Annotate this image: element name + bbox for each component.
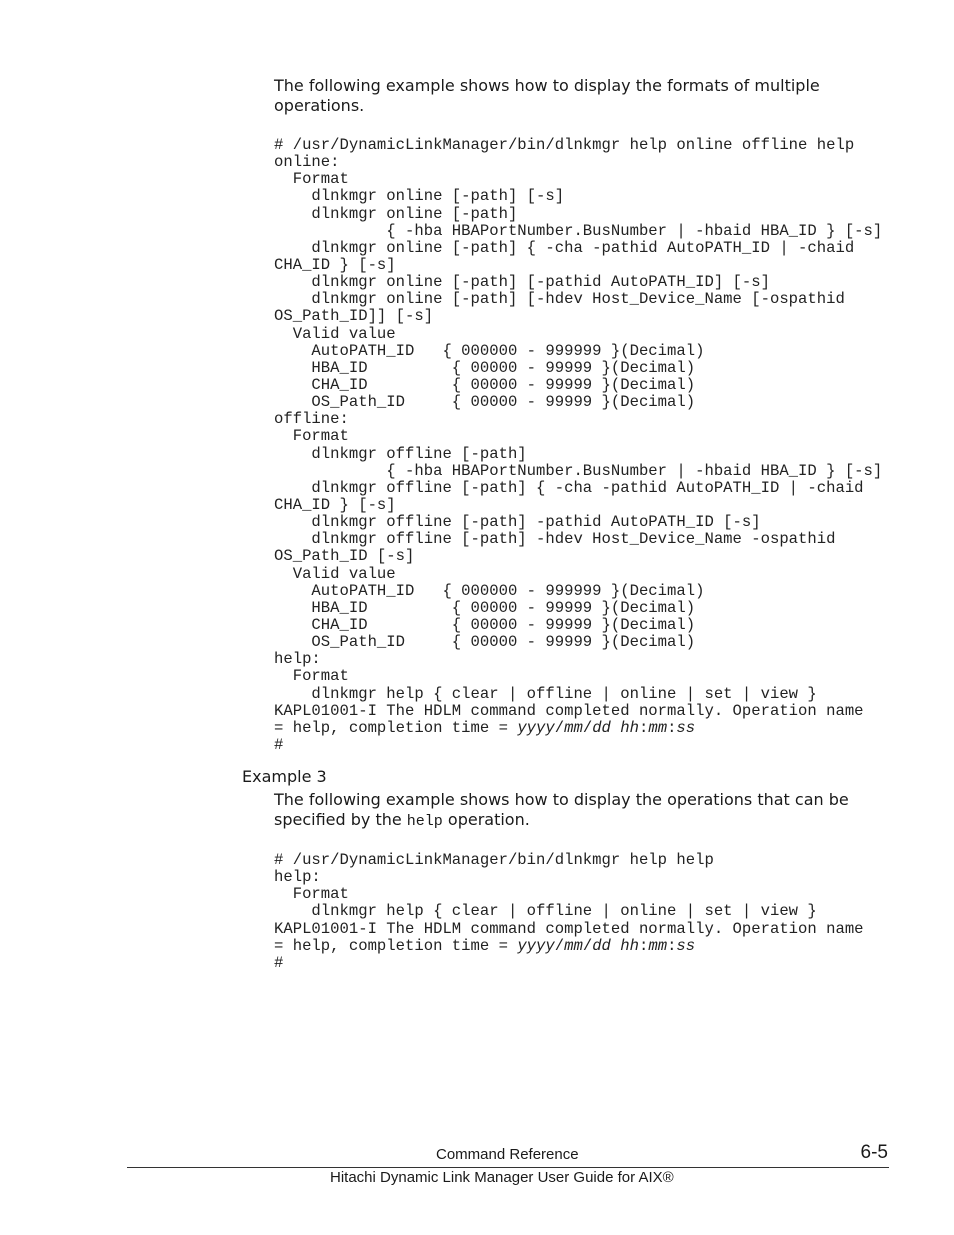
code-line [274, 308, 882, 325]
code-line [274, 852, 864, 869]
code-line [274, 737, 882, 754]
code-placeholder: ss [676, 936, 696, 955]
code-line [274, 720, 882, 737]
code-placeholder: ss [676, 718, 696, 737]
code-line [274, 223, 882, 240]
code-line [274, 428, 882, 445]
code-placeholder: mm [564, 718, 583, 737]
code-text: CHA_ID } [-s] [274, 495, 396, 514]
code-text: KAPL01001-I The HDLM command completed normally. Operation name [274, 919, 864, 938]
code-text: KAPL01001-I The HDLM command completed normally. Operation name [274, 701, 864, 720]
code-line [274, 497, 882, 514]
code-text: # [274, 735, 284, 754]
code-text [611, 719, 620, 737]
example-3-text-after: operation. [442, 809, 530, 829]
code-line [274, 360, 882, 377]
code-text: dlnkmgr online [-path] [-s] [274, 187, 565, 206]
code-text: dlnkmgr offline [-path] -pathid AutoPATH_ID [-s] [274, 513, 761, 532]
code-line [274, 137, 882, 154]
code-line [274, 600, 882, 617]
inline-code-help: help [406, 812, 443, 830]
code-text: / [582, 936, 593, 955]
code-line [274, 463, 882, 480]
example-3-text-before: The following example shows how to display the operations that can be specified by the [274, 790, 849, 829]
footer-divider [127, 1167, 889, 1168]
footer-section-title: Command Reference [436, 1146, 579, 1163]
code-text: Format [274, 427, 349, 446]
code-text: OS_Path_ID]] [-s] [274, 307, 434, 326]
code-line [274, 651, 882, 668]
code-line [274, 326, 882, 343]
code-text: offline: [274, 410, 349, 429]
code-line [274, 668, 882, 685]
code-text: help: [274, 868, 321, 887]
code-line [274, 377, 882, 394]
code-text: dlnkmgr offline [-path] -hdev Host_Device_Name -ospathid [274, 530, 836, 549]
code-line [274, 921, 864, 938]
code-text: dlnkmgr offline [-path] [274, 444, 527, 463]
code-text: dlnkmgr online [-path] [274, 204, 518, 223]
code-text: # /usr/DynamicLinkManager/bin/dlnkmgr help help [274, 851, 714, 869]
code-text: CHA_ID { 00000 - 99999 }(Decimal) [274, 375, 696, 394]
code-text: online: [274, 153, 340, 172]
code-line [274, 955, 864, 972]
code-line [274, 446, 882, 463]
code-line [274, 514, 882, 531]
code-line [274, 903, 864, 920]
code-text: # [274, 953, 284, 972]
code-text: OS_Path_ID { 00000 - 99999 }(Decimal) [274, 393, 696, 412]
code-text: : [667, 718, 677, 737]
code-line [274, 257, 882, 274]
code-text: dlnkmgr help { clear | offline | online | set | view } [274, 684, 817, 703]
code-placeholder: hh [620, 718, 639, 737]
code-placeholder: dd [592, 718, 611, 737]
code-block-help-operation [274, 852, 864, 972]
code-text: / [554, 936, 565, 955]
code-text: dlnkmgr online [-path] [-pathid AutoPATH_ID] [-s] [274, 273, 770, 292]
code-text: OS_Path_ID [-s] [274, 547, 415, 566]
code-text: Format [274, 885, 349, 904]
code-placeholder: yyyy [517, 718, 555, 737]
code-line [274, 634, 882, 651]
code-text: Format [274, 170, 349, 189]
code-placeholder: mm [648, 936, 668, 955]
code-line [274, 154, 882, 171]
code-text: : [667, 936, 677, 955]
code-placeholder: yyyy [517, 936, 555, 955]
code-text: dlnkmgr online [-path] [-hdev Host_Device_Name [-ospathid [274, 290, 845, 309]
code-placeholder: mm [564, 936, 583, 955]
code-block-multiple-operations [274, 137, 882, 754]
code-line [274, 886, 864, 903]
code-line [274, 171, 882, 188]
code-line [274, 583, 882, 600]
example-3-heading: Example 3 [242, 767, 327, 786]
intro-paragraph: The following example shows how to display the formats of multiple operations. [274, 76, 820, 115]
code-text: AutoPATH_ID { 000000 - 999999 }(Decimal) [274, 581, 705, 600]
code-text: / [582, 718, 593, 737]
code-text: CHA_ID { 00000 - 99999 }(Decimal) [274, 615, 696, 634]
code-text: dlnkmgr online [-path] { -cha -pathid AutoPATH_ID | -chaid [274, 238, 855, 257]
code-line [274, 343, 882, 360]
code-text: HBA_ID { 00000 - 99999 }(Decimal) [274, 358, 696, 377]
code-line [274, 617, 882, 634]
code-line [274, 531, 882, 548]
code-line [274, 548, 882, 565]
page-number: 6-5 [860, 1142, 888, 1163]
code-line [274, 869, 864, 886]
code-placeholder: hh [620, 936, 639, 955]
example-3-paragraph [274, 790, 894, 831]
code-line [274, 240, 882, 257]
code-line [274, 206, 882, 223]
code-text: dlnkmgr offline [-path] { -cha -pathid AutoPATH_ID | -chaid [274, 478, 864, 497]
code-line [274, 703, 882, 720]
code-text: AutoPATH_ID { 000000 - 999999 }(Decimal) [274, 341, 705, 360]
code-text: = help, completion time = [274, 936, 518, 955]
code-line [274, 686, 882, 703]
code-line [274, 188, 882, 205]
footer-guide-title: Hitachi Dynamic Link Manager User Guide for AIX® [330, 1169, 674, 1186]
code-text: Format [274, 667, 349, 686]
code-line [274, 938, 864, 955]
code-text: Valid value [274, 324, 396, 343]
code-line [274, 411, 882, 428]
code-line [274, 291, 882, 308]
code-text: : [638, 936, 649, 955]
code-text: = help, completion time = [274, 718, 518, 737]
code-text: OS_Path_ID { 00000 - 99999 }(Decimal) [274, 633, 696, 652]
code-text: / [554, 718, 565, 737]
code-line [274, 480, 882, 497]
code-text: Valid value [274, 564, 396, 583]
code-text [611, 937, 620, 955]
code-text: : [638, 718, 649, 737]
code-line [274, 274, 882, 291]
code-text: help: [274, 650, 321, 669]
code-text: { -hba HBAPortNumber.BusNumber | -hbaid HBA_ID } [-s] [274, 221, 883, 240]
code-text: { -hba HBAPortNumber.BusNumber | -hbaid HBA_ID } [-s] [274, 461, 883, 480]
code-text: dlnkmgr help { clear | offline | online | set | view } [274, 902, 817, 921]
code-text: # /usr/DynamicLinkManager/bin/dlnkmgr help online offline help [274, 136, 855, 154]
code-placeholder: mm [648, 718, 668, 737]
code-placeholder: dd [592, 936, 611, 955]
code-line [274, 566, 882, 583]
code-text: CHA_ID } [-s] [274, 255, 396, 274]
code-text: HBA_ID { 00000 - 99999 }(Decimal) [274, 598, 696, 617]
code-line [274, 394, 882, 411]
